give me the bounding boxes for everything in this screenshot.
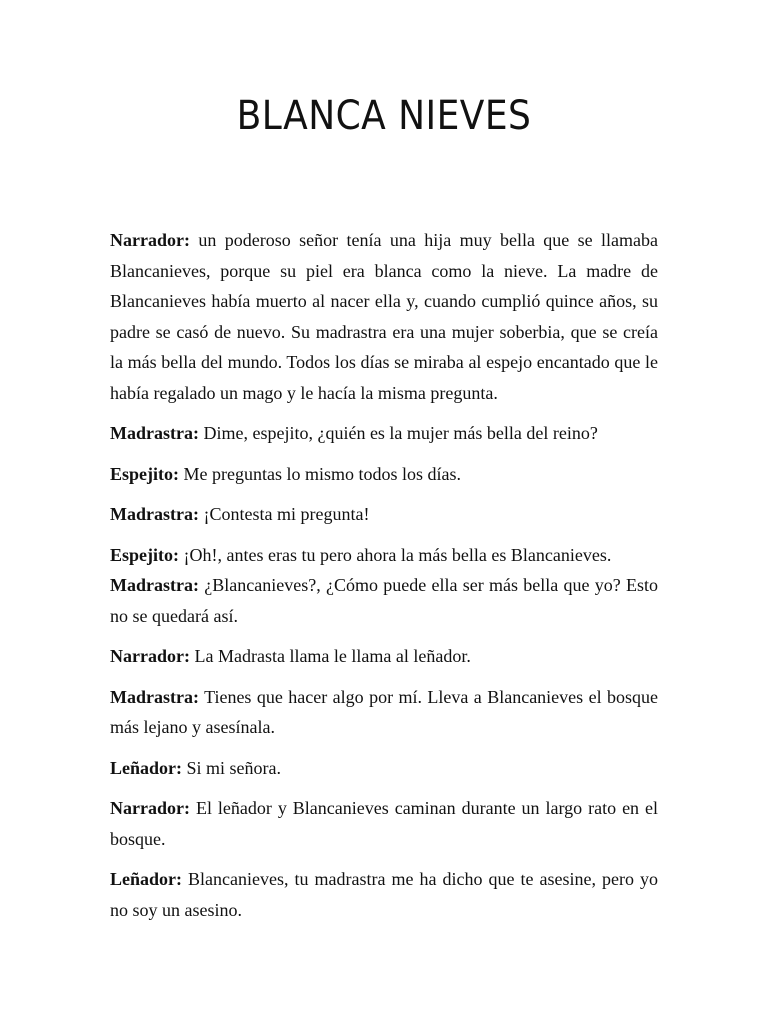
dialogue-paragraph	[110, 682, 658, 743]
speaker-label: Narrador:	[110, 230, 190, 250]
dialogue-paragraph	[110, 570, 658, 631]
dialogue-paragraph	[110, 459, 658, 490]
speaker-label: Madrastra:	[110, 575, 199, 595]
dialogue-text: Me preguntas lo mismo todos los días.	[183, 463, 461, 484]
dialogue-text: ¡Oh!, antes eras tu pero ahora la más bella es Blancanieves.	[183, 544, 612, 565]
speaker-label: Espejito:	[110, 544, 179, 565]
dialogue-text: ¿Blancanieves?, ¿Cómo puede ella ser más bella que yo? Esto no se quedará así.	[110, 575, 659, 626]
dialogue-text: un poderoso señor tenía una hija muy bella que se llamaba Blancanieves, porque su piel era blanca como la nieve. La madre de Blancanieves había muerto al nacer ella y, cuando cumplió quince años, su padre se casó de nuevo. Su madrastra era una mujer soberbia, que se creía la más bella del mundo. Todos los días se miraba al espejo encantado que le había regalado un mago y le hacía la misma pregunta.	[110, 230, 659, 403]
speaker-label: Narrador:	[110, 798, 190, 818]
speaker-label: Leñador:	[110, 869, 182, 889]
dialogue-paragraph	[110, 225, 658, 408]
dialogue-text: La Madrasta llama le llama al leñador.	[194, 646, 471, 666]
speaker-label: Leñador:	[110, 757, 182, 778]
speaker-label: Narrador:	[110, 646, 190, 666]
dialogue-paragraph	[110, 753, 658, 784]
dialogue-text: El leñador y Blancanieves caminan durante un largo rato en el bosque.	[110, 798, 659, 849]
speaker-label: Madrastra:	[110, 686, 199, 707]
speaker-label: Madrastra:	[110, 423, 199, 443]
dialogue-text: Blancanieves, tu madrastra me ha dicho que te asesine, pero yo no soy un asesino.	[110, 869, 658, 920]
dialogue-text: Si mi señora.	[186, 757, 281, 778]
dialogue-paragraph	[110, 418, 658, 449]
dialogue-text: Tienes que hacer algo por mí. Lleva a Blancanieves el bosque más lejano y asesínala.	[110, 686, 658, 737]
dialogue-paragraph	[110, 540, 658, 571]
dialogue-paragraph	[110, 864, 658, 925]
speaker-label: Madrastra:	[110, 504, 199, 524]
dialogue-paragraph	[110, 641, 658, 672]
document-title: BLANCA NIEVES	[236, 93, 532, 139]
dialogue-text: Dime, espejito, ¿quién es la mujer más bella del reino?	[203, 423, 598, 443]
dialogue-text: ¡Contesta mi pregunta!	[203, 504, 370, 524]
document-body	[110, 225, 658, 935]
dialogue-paragraph	[110, 793, 658, 854]
speaker-label: Espejito:	[110, 463, 179, 484]
dialogue-paragraph	[110, 499, 658, 530]
